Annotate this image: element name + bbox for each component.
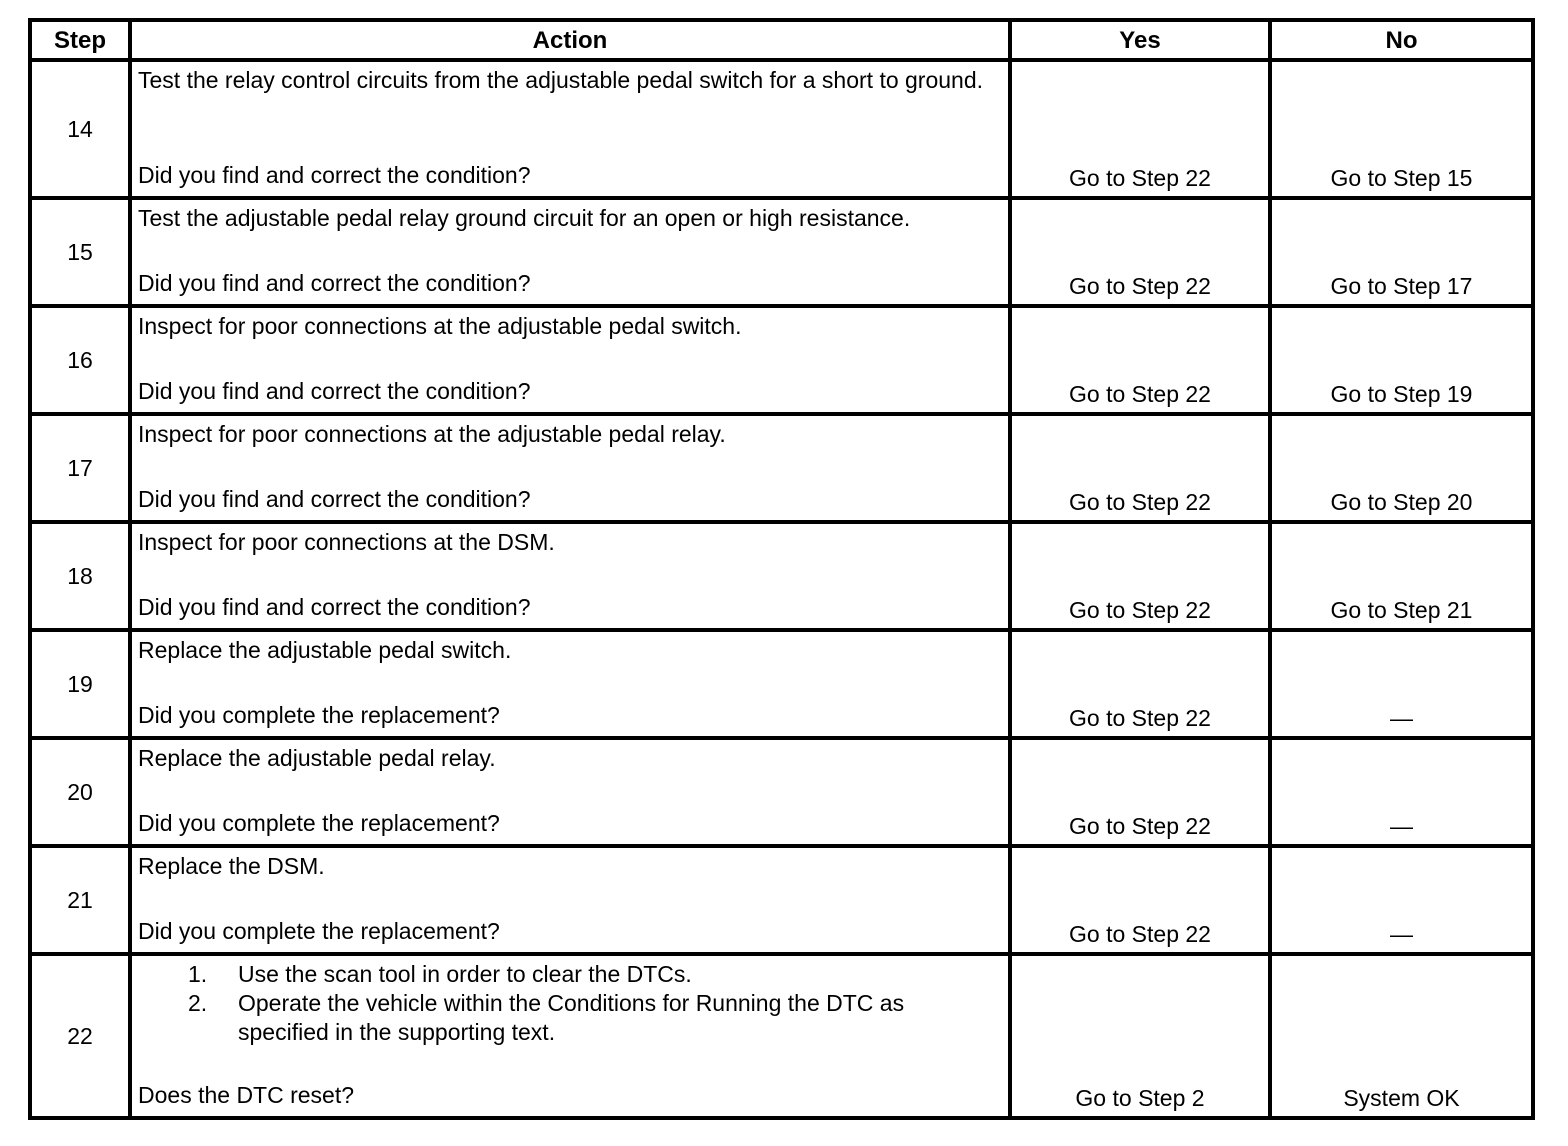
action-cell	[130, 60, 1010, 198]
step-number: 19	[30, 630, 130, 738]
table-row	[30, 846, 1533, 954]
step-number: 15	[30, 198, 130, 306]
yes-result: Go to Step 22	[1010, 522, 1270, 630]
substep-text: Operate the vehicle within the Conditions for Running the DTC as specified in the supporting text.	[238, 990, 905, 1045]
table-row	[30, 198, 1533, 306]
action-cell	[130, 738, 1010, 846]
action-cell	[130, 306, 1010, 414]
step-number: 21	[30, 846, 130, 954]
step-number: 22	[30, 954, 130, 1118]
no-result: —	[1270, 846, 1533, 954]
action-cell	[130, 522, 1010, 630]
step-number: 18	[30, 522, 130, 630]
action-question: Did you find and correct the condition?	[138, 270, 531, 296]
action-question: Did you find and correct the condition?	[138, 486, 531, 512]
action-cell	[130, 198, 1010, 306]
step-number: 16	[30, 306, 130, 414]
action-question: Did you complete the replacement?	[138, 918, 500, 944]
yes-result: Go to Step 22	[1010, 846, 1270, 954]
diagnostic-table	[28, 18, 1535, 1120]
no-result: Go to Step 20	[1270, 414, 1533, 522]
list-item	[188, 989, 1000, 1047]
no-result: —	[1270, 738, 1533, 846]
table-row	[30, 630, 1533, 738]
action-instruction: Test the adjustable pedal relay ground circuit for an open or high resistance.	[138, 205, 911, 231]
step-number: 20	[30, 738, 130, 846]
action-question: Did you find and correct the condition?	[138, 162, 531, 188]
action-cell	[130, 414, 1010, 522]
no-result: Go to Step 21	[1270, 522, 1533, 630]
no-result: Go to Step 17	[1270, 198, 1533, 306]
table-row	[30, 738, 1533, 846]
substep-text: Use the scan tool in order to clear the DTCs.	[238, 961, 692, 987]
yes-result: Go to Step 22	[1010, 738, 1270, 846]
substep-number: 1.	[188, 961, 208, 987]
table-row	[30, 306, 1533, 414]
table-row	[30, 954, 1533, 1118]
step-number: 14	[30, 60, 130, 198]
action-cell	[130, 954, 1010, 1118]
yes-result: Go to Step 22	[1010, 60, 1270, 198]
action-cell	[130, 846, 1010, 954]
action-instruction: Replace the adjustable pedal switch.	[138, 637, 512, 663]
table-row	[30, 414, 1533, 522]
no-result: System OK	[1270, 954, 1533, 1118]
action-instruction: Inspect for poor connections at the adjustable pedal relay.	[138, 421, 726, 447]
header-row	[30, 20, 1533, 60]
action-cell	[130, 630, 1010, 738]
substep-number: 2.	[188, 990, 208, 1016]
action-instruction: Inspect for poor connections at the adjustable pedal switch.	[138, 313, 742, 339]
action-instruction: Replace the adjustable pedal relay.	[138, 745, 496, 771]
action-instruction: Inspect for poor connections at the DSM.	[138, 529, 555, 555]
table-row	[30, 522, 1533, 630]
action-question: Did you complete the replacement?	[138, 810, 500, 836]
header-action: Action	[130, 20, 1010, 60]
table-row	[30, 60, 1533, 198]
list-item	[188, 960, 1000, 989]
header-yes: Yes	[1010, 20, 1270, 60]
action-question: Did you find and correct the condition?	[138, 594, 531, 620]
header-step: Step	[30, 20, 130, 60]
no-result: Go to Step 15	[1270, 60, 1533, 198]
yes-result: Go to Step 22	[1010, 630, 1270, 738]
action-question: Did you complete the replacement?	[138, 702, 500, 728]
header-no: No	[1270, 20, 1533, 60]
yes-result: Go to Step 22	[1010, 414, 1270, 522]
no-result: —	[1270, 630, 1533, 738]
action-instruction: Test the relay control circuits from the adjustable pedal switch for a short to ground.	[138, 67, 984, 93]
yes-result: Go to Step 2	[1010, 954, 1270, 1118]
action-question: Did you find and correct the condition?	[138, 378, 531, 404]
action-instruction: Replace the DSM.	[138, 853, 325, 879]
step-number: 17	[30, 414, 130, 522]
no-result: Go to Step 19	[1270, 306, 1533, 414]
substep-list	[138, 960, 1000, 1047]
yes-result: Go to Step 22	[1010, 198, 1270, 306]
action-question: Does the DTC reset?	[138, 1082, 355, 1108]
yes-result: Go to Step 22	[1010, 306, 1270, 414]
